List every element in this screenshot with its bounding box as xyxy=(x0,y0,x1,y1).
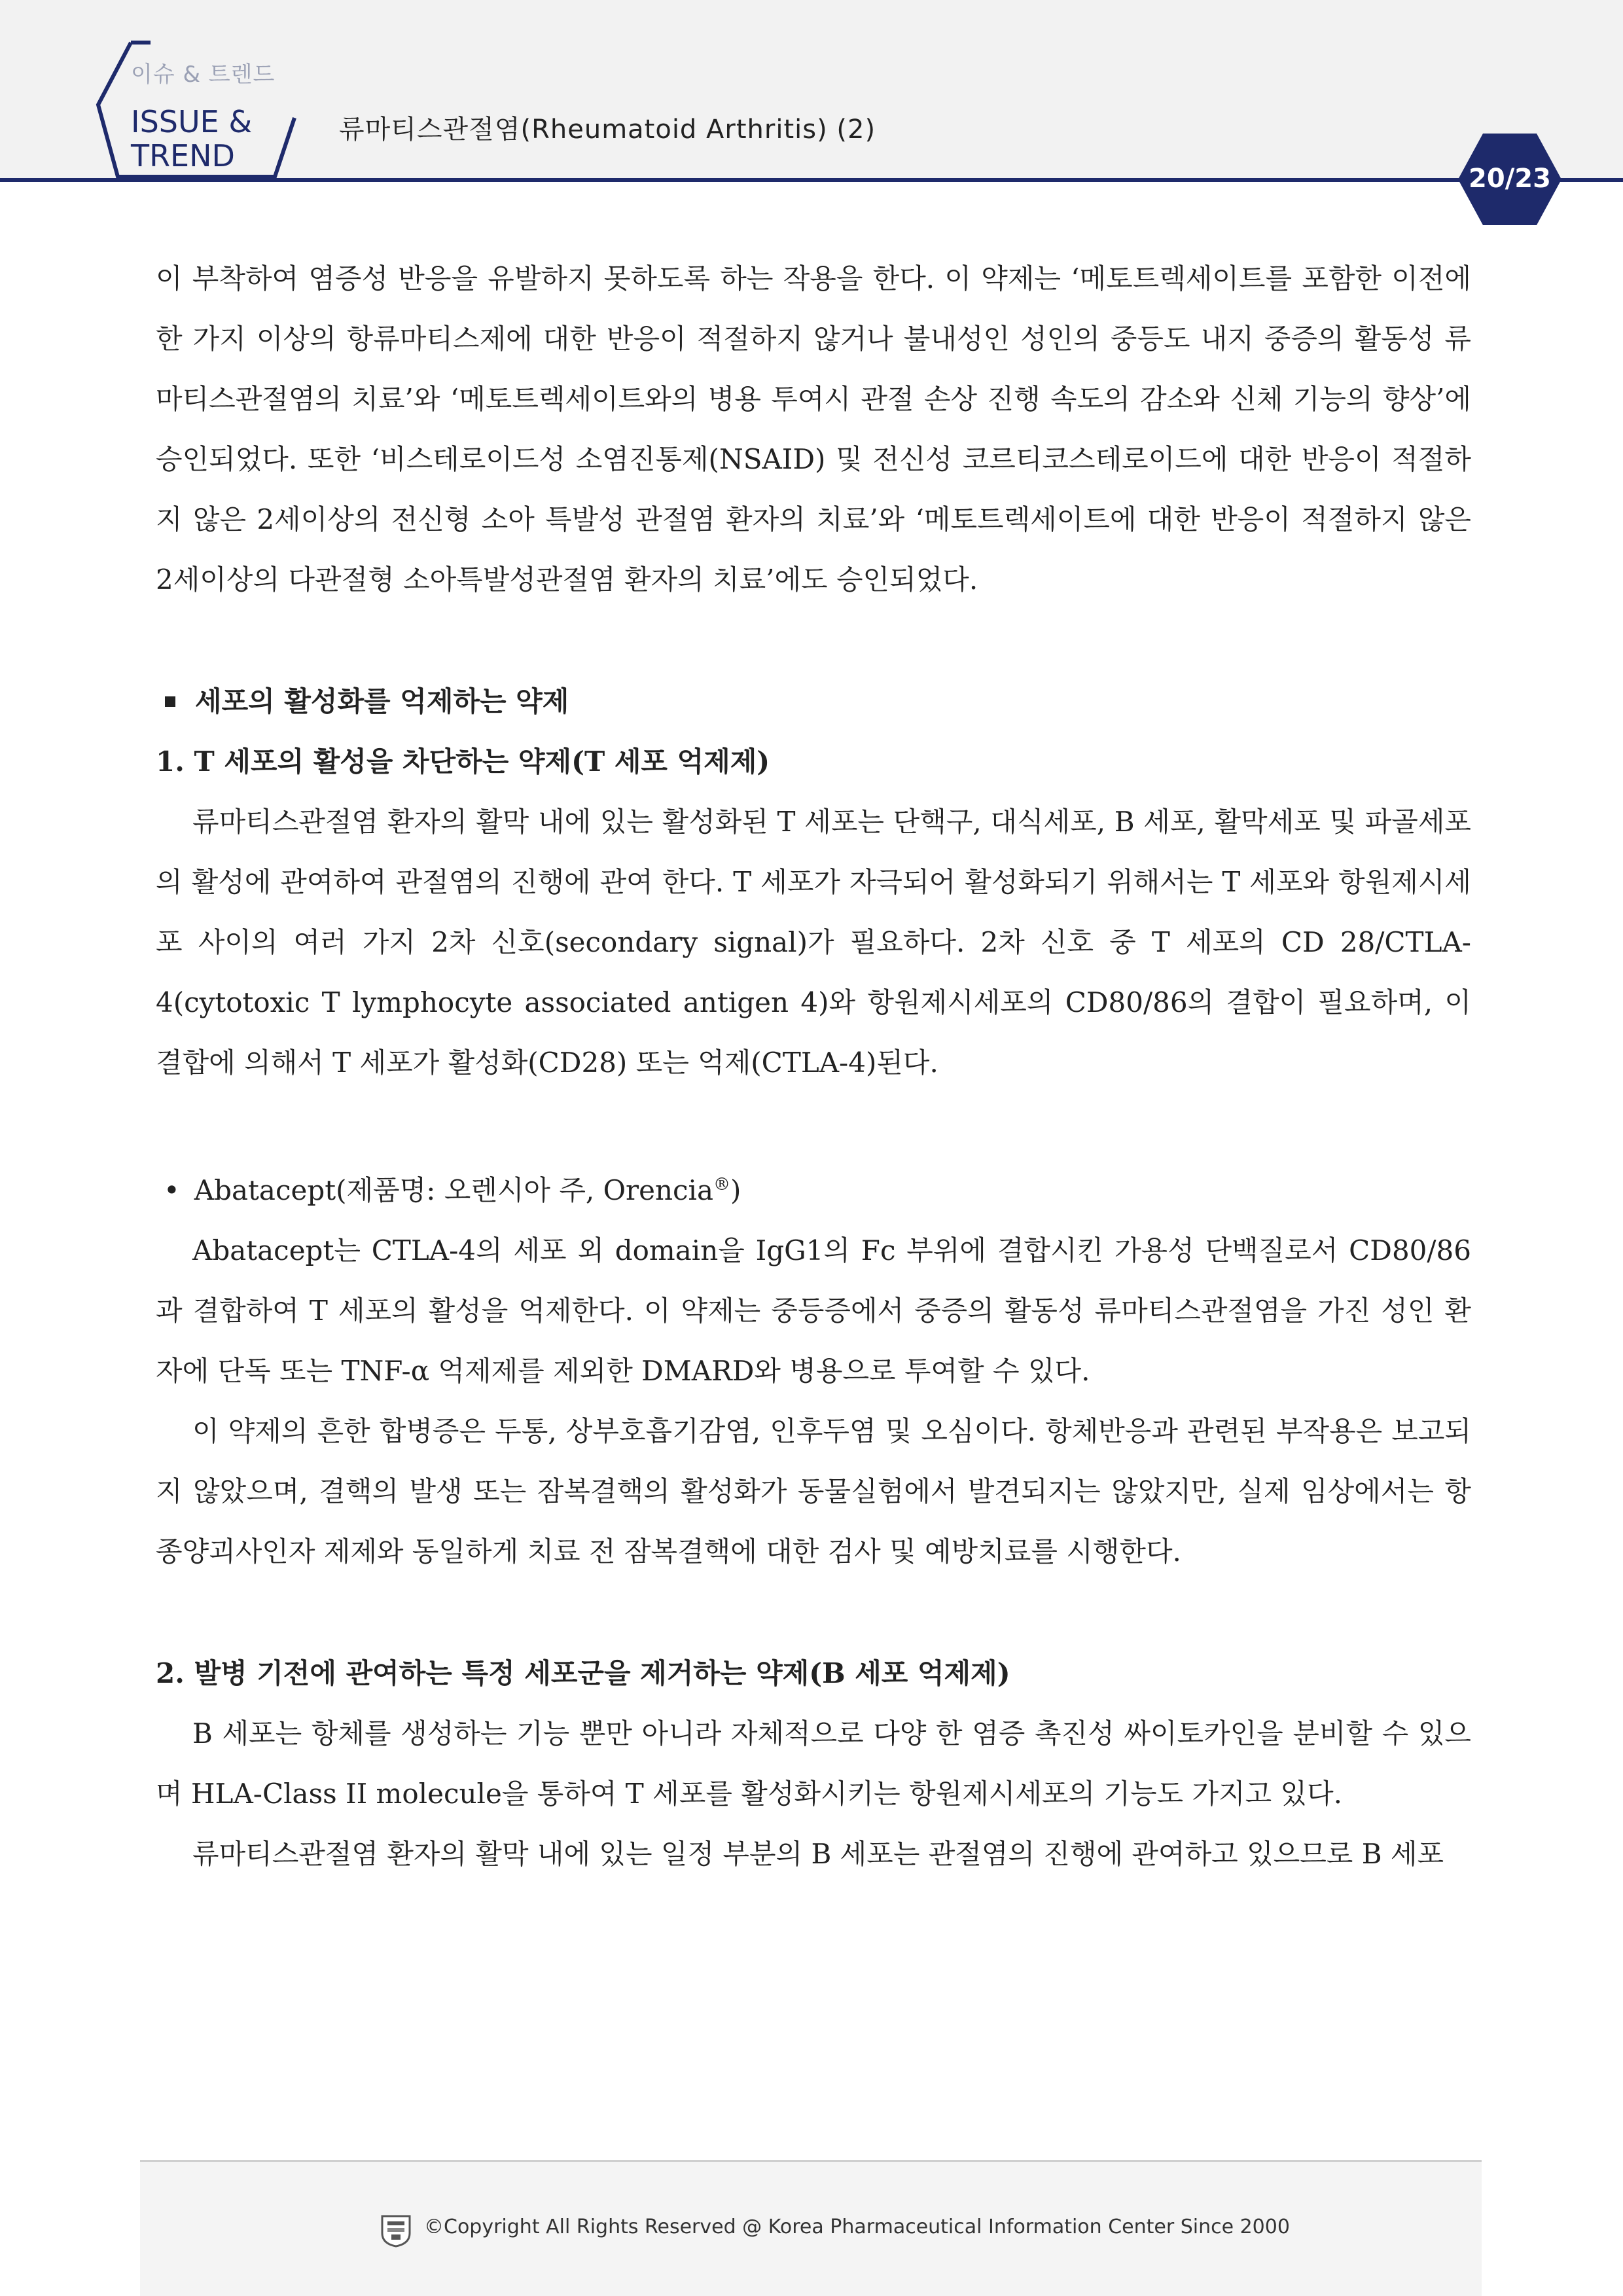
badge-label-korean: 이슈 & 트렌드 xyxy=(131,62,276,88)
copyright-text: ©Copyright All Rights Reserved @ Korea Pharmaceutical Information Center Since 2000 xyxy=(424,2215,1290,2238)
drug-name-close: ) xyxy=(730,1174,741,1206)
paragraph-t-cell: 류마티스관절염 환자의 활막 내에 있는 활성화된 T 세포는 단핵구, 대식세포, B 세포, 활막세포 및 파골세포의 활성에 관여하여 관절염의 진행에 관여 한다. T 세포가 자극되어 활성화되기 위해서는 T 세포와 항원제시세포 사이의 여러 가지 2차 신호(secondary signal)가 필요하다. 2차 신호 중 T 세포의 CD 28/CTLA-4(cytotoxic T lymphocyte associated antigen 4)와 항원제시세포의 CD80/86의 결합이 필요하며, 이 결합에 의해서 T 세포가 활성화(CD28) 또는 억제(CTLA-4)된다. xyxy=(156,806,1471,1079)
badge-label-issue: ISSUE & xyxy=(131,104,253,139)
registered-mark: ® xyxy=(713,1175,731,1194)
badge-label-trend: TREND xyxy=(131,138,235,173)
header-divider xyxy=(0,178,1623,182)
paragraph-side-effects: 이 약제의 흔한 합병증은 두통, 상부호흡기감염, 인후두염 및 오심이다. 항체반응과 관련된 부작용은 보고되지 않았으며, 결핵의 발생 또는 잠복결핵의 활성화가 동물실험에서 발견되지는 않았지만, 실제 임상에서는 항 종양괴사인자 제제와 동일하게 치료 전 잠복결핵에 대한 검사 및 예방치료를 시행한다. xyxy=(156,1415,1471,1568)
paragraph-b-cell-continued: 류마티스관절염 환자의 활막 내에 있는 일정 부분의 B 세포는 관절염의 진행에 관여하고 있으므로 B 세포 xyxy=(192,1838,1444,1870)
square-bullet-icon xyxy=(165,696,175,707)
section-heading xyxy=(156,672,1471,732)
article-body xyxy=(156,249,1471,1884)
subheading-t-cell: 1. T 세포의 활성을 차단하는 약제(T 세포 억제제) xyxy=(156,745,770,778)
page-number: 20/23 xyxy=(1469,164,1551,194)
kpic-shield-logo-icon xyxy=(380,2214,412,2248)
paragraph-abatacept: Abatacept는 CTLA-4의 세포 외 domain을 IgG1의 Fc 부위에 결합시킨 가용성 단백질로서 CD80/86과 결합하여 T 세포의 활성을 억제한다. 이 약제는 중등증에서 중증의 활동성 류마티스관절염을 가진 성인 환자에 단독 또는 TNF-α 억제제를 제외한 DMARD와 병용으로 투여할 수 있다. xyxy=(156,1234,1471,1387)
bullet-dot-icon: • xyxy=(164,1174,180,1206)
header-title: 류마티스관절염(Rheumatoid Arthritis) (2) xyxy=(339,115,876,145)
drug-heading xyxy=(156,1155,1471,1221)
subheading-b-cell: 2. 발병 기전에 관여하는 특정 세포군을 제거하는 약제(B 세포 억제제) xyxy=(156,1657,1010,1689)
drug-name: Abatacept(제품명: 오렌시아 주, Orencia xyxy=(194,1174,714,1206)
paragraph-intro: 이 부착하여 염증성 반응을 유발하지 못하도록 하는 작용을 한다. 이 약제는 ‘메토트렉세이트를 포함한 이전에 한 가지 이상의 항류마티스제에 대한 반응이 적절하지 않거나 불내성인 성인의 중등도 내지 중증의 활동성 류마티스관절염의 치료’와 ‘메토트렉세이트와의 병용 투여시 관절 손상 진행 속도의 감소와 신체 기능의 향상’에 승인되었다. 또한 ‘비스테로이드성 소염진통제(NSAID) 및 전신성 코르티코스테로이드에 대한 반응이 적절하지 않은 2세이상의 전신형 소아 특발성 관절염 환자의 치료’와 ‘메토트렉세이트에 대한 반응이 적절하지 않은 2세이상의 다관절형 소아특발성관절염 환자의 치료’에도 승인되었다. xyxy=(156,262,1471,596)
paragraph-b-cell: B 세포는 항체를 생성하는 기능 뿐만 아니라 자체적으로 다양 한 염증 촉진성 싸이토카인을 분비할 수 있으며 HLA-Class II molecule을 통하여 T 세포를 활성화시키는 항원제시세포의 기능도 가지고 있다. xyxy=(156,1717,1471,1810)
section-heading-text: 세포의 활성화를 억제하는 약제 xyxy=(195,685,569,717)
